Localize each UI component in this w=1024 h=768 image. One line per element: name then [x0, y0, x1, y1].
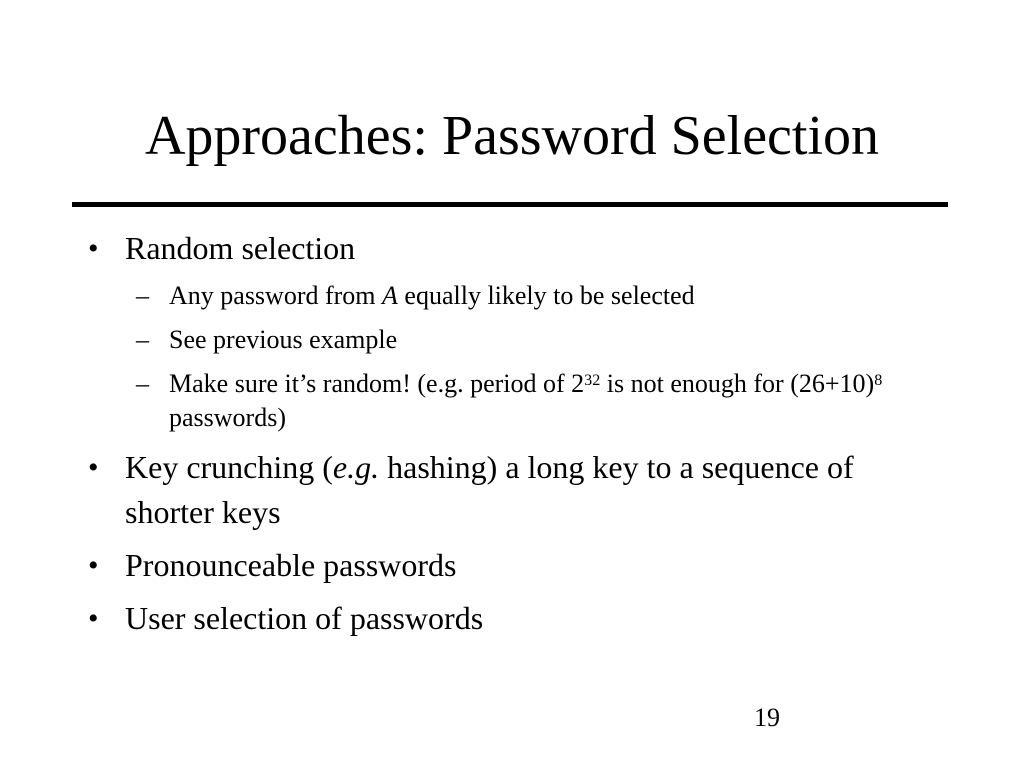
sub-bullet-list — [88, 279, 948, 435]
exponent-8: 8 — [874, 372, 883, 390]
sub-item-equally-likely — [88, 279, 948, 313]
sub-item-previous-example — [88, 323, 948, 357]
page-number: 19 — [754, 703, 780, 732]
bullet-item-pronounceable — [88, 543, 948, 588]
dash-marker: – — [136, 325, 149, 354]
bullet-marker: • — [88, 602, 99, 635]
set-variable-a: A — [382, 281, 398, 310]
bullet-text-end: hashing) a long key to a sequence of shorter keys — [125, 449, 854, 530]
bullet-text-italic: e.g. — [332, 449, 380, 485]
sub-item-text-part3: passwords) — [169, 403, 286, 432]
bullet-item-user-selection — [88, 596, 948, 641]
sub-item-text: See previous example — [169, 325, 398, 354]
bullet-item-random-selection — [88, 226, 948, 271]
bullet-marker: • — [88, 451, 99, 484]
sub-item-make-sure-random — [88, 367, 948, 435]
bullet-marker: • — [88, 232, 99, 265]
sub-item-text-start: Any password from — [169, 281, 383, 310]
title-divider — [72, 202, 948, 207]
dash-marker: – — [136, 281, 149, 310]
bullet-text: Random selection — [125, 230, 356, 266]
slide-title: Approaches: Password Selection — [144, 105, 880, 167]
bullet-text: User selection of passwords — [125, 600, 484, 636]
bullet-text-start: Key crunching ( — [125, 449, 333, 485]
bullet-item-key-crunching — [88, 445, 948, 535]
bullet-list — [88, 226, 948, 649]
bullet-text: Pronounceable passwords — [125, 547, 457, 583]
dash-marker: – — [136, 369, 149, 398]
sub-item-text-part2: is not enough for (26+10) — [600, 369, 875, 398]
exponent-32: 32 — [584, 372, 601, 390]
sub-item-text-part1: Make sure it’s random! (e.g. period of 2 — [169, 369, 585, 398]
bullet-marker: • — [88, 549, 99, 582]
sub-item-text-end: equally likely to be selected — [397, 281, 695, 310]
